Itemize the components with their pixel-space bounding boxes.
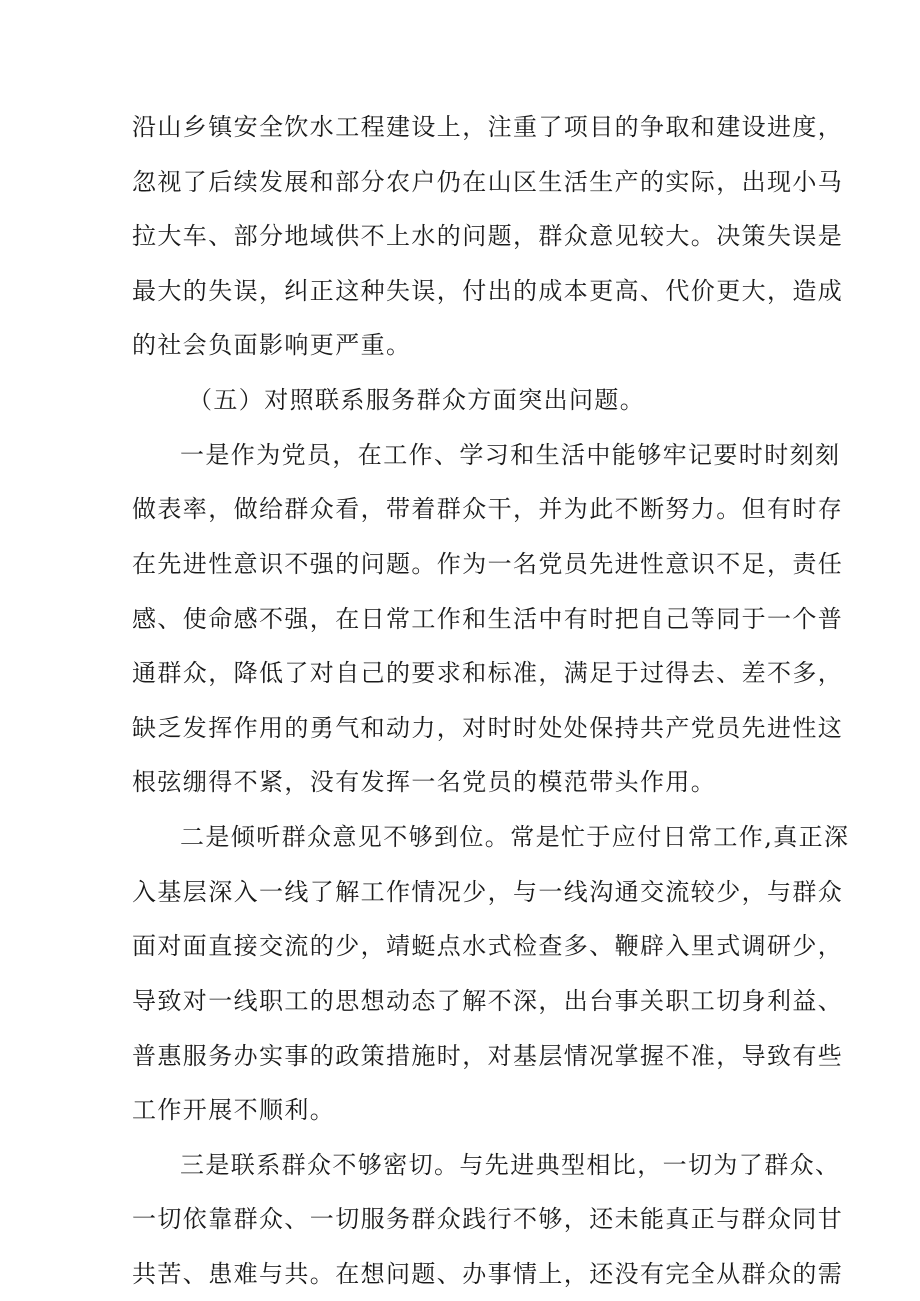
text-line: 在先进性意识不强的问题。作为一名党员先进性意识不足，责任 <box>132 550 844 578</box>
text-line: 普惠服务办实事的政策措施时，对基层情况掌握不准，导致有些 <box>132 1042 844 1070</box>
text-line: 三是联系群众不够密切。与先进典型相比，一切为了群众、 <box>180 1151 841 1179</box>
text-line: 的社会负面影响更严重。 <box>132 331 412 359</box>
text-line: 缺乏发挥作用的勇气和动力，对时时处处保持共产党员先进性这 <box>132 714 844 742</box>
text-line: 忽视了后续发展和部分农户仍在山区生活生产的实际，出现小马 <box>132 168 844 196</box>
text-line: 拉大车、部分地域供不上水的问题，群众意见较大。决策失误是 <box>132 222 844 250</box>
text-line: 通群众，降低了对自己的要求和标准，满足于过得去、差不多， <box>132 659 844 687</box>
text-line: 面对面直接交流的少，靖蜓点水式检查多、鞭辟入里式调研少， <box>132 932 844 960</box>
text-line: 根弦绷得不紧，没有发挥一名党员的模范带头作用。 <box>132 768 717 796</box>
text-line: 感、使命感不强，在日常工作和生活中有时把自己等同于一个普 <box>132 605 844 633</box>
text-line: 导致对一线职工的思想动态了解不深，出台事关职工切身利益、 <box>132 987 844 1015</box>
text-line: 沿山乡镇安全饮水工程建设上，注重了项目的争取和建设进度， <box>132 113 844 141</box>
text-line: 共苦、患难与共。在想问题、办事情上，还没有完全从群众的需 <box>132 1260 844 1288</box>
text-line: 一切依靠群众、一切服务群众践行不够，还未能真正与群众同甘 <box>132 1205 844 1233</box>
text-line: 二是倾听群众意见不够到位。常是忙于应付日常工作,真正深 <box>180 823 850 851</box>
text-line: 做表率，做给群众看，带着群众干，并为此不断努力。但有时存 <box>132 495 844 523</box>
text-line: 工作开展不顺利。 <box>132 1096 336 1124</box>
text-line: 一是作为党员，在工作、学习和生活中能够牢记要时时刻刻 <box>180 441 841 469</box>
text-line: 最大的失误，纠正这种失误，付出的成本更高、代价更大，造成 <box>132 277 844 305</box>
section-heading: （五）对照联系服务群众方面突出问题。 <box>188 386 646 414</box>
text-line: 入基层深入一线了解工作情况少，与一线沟通交流较少，与群众 <box>132 878 844 906</box>
